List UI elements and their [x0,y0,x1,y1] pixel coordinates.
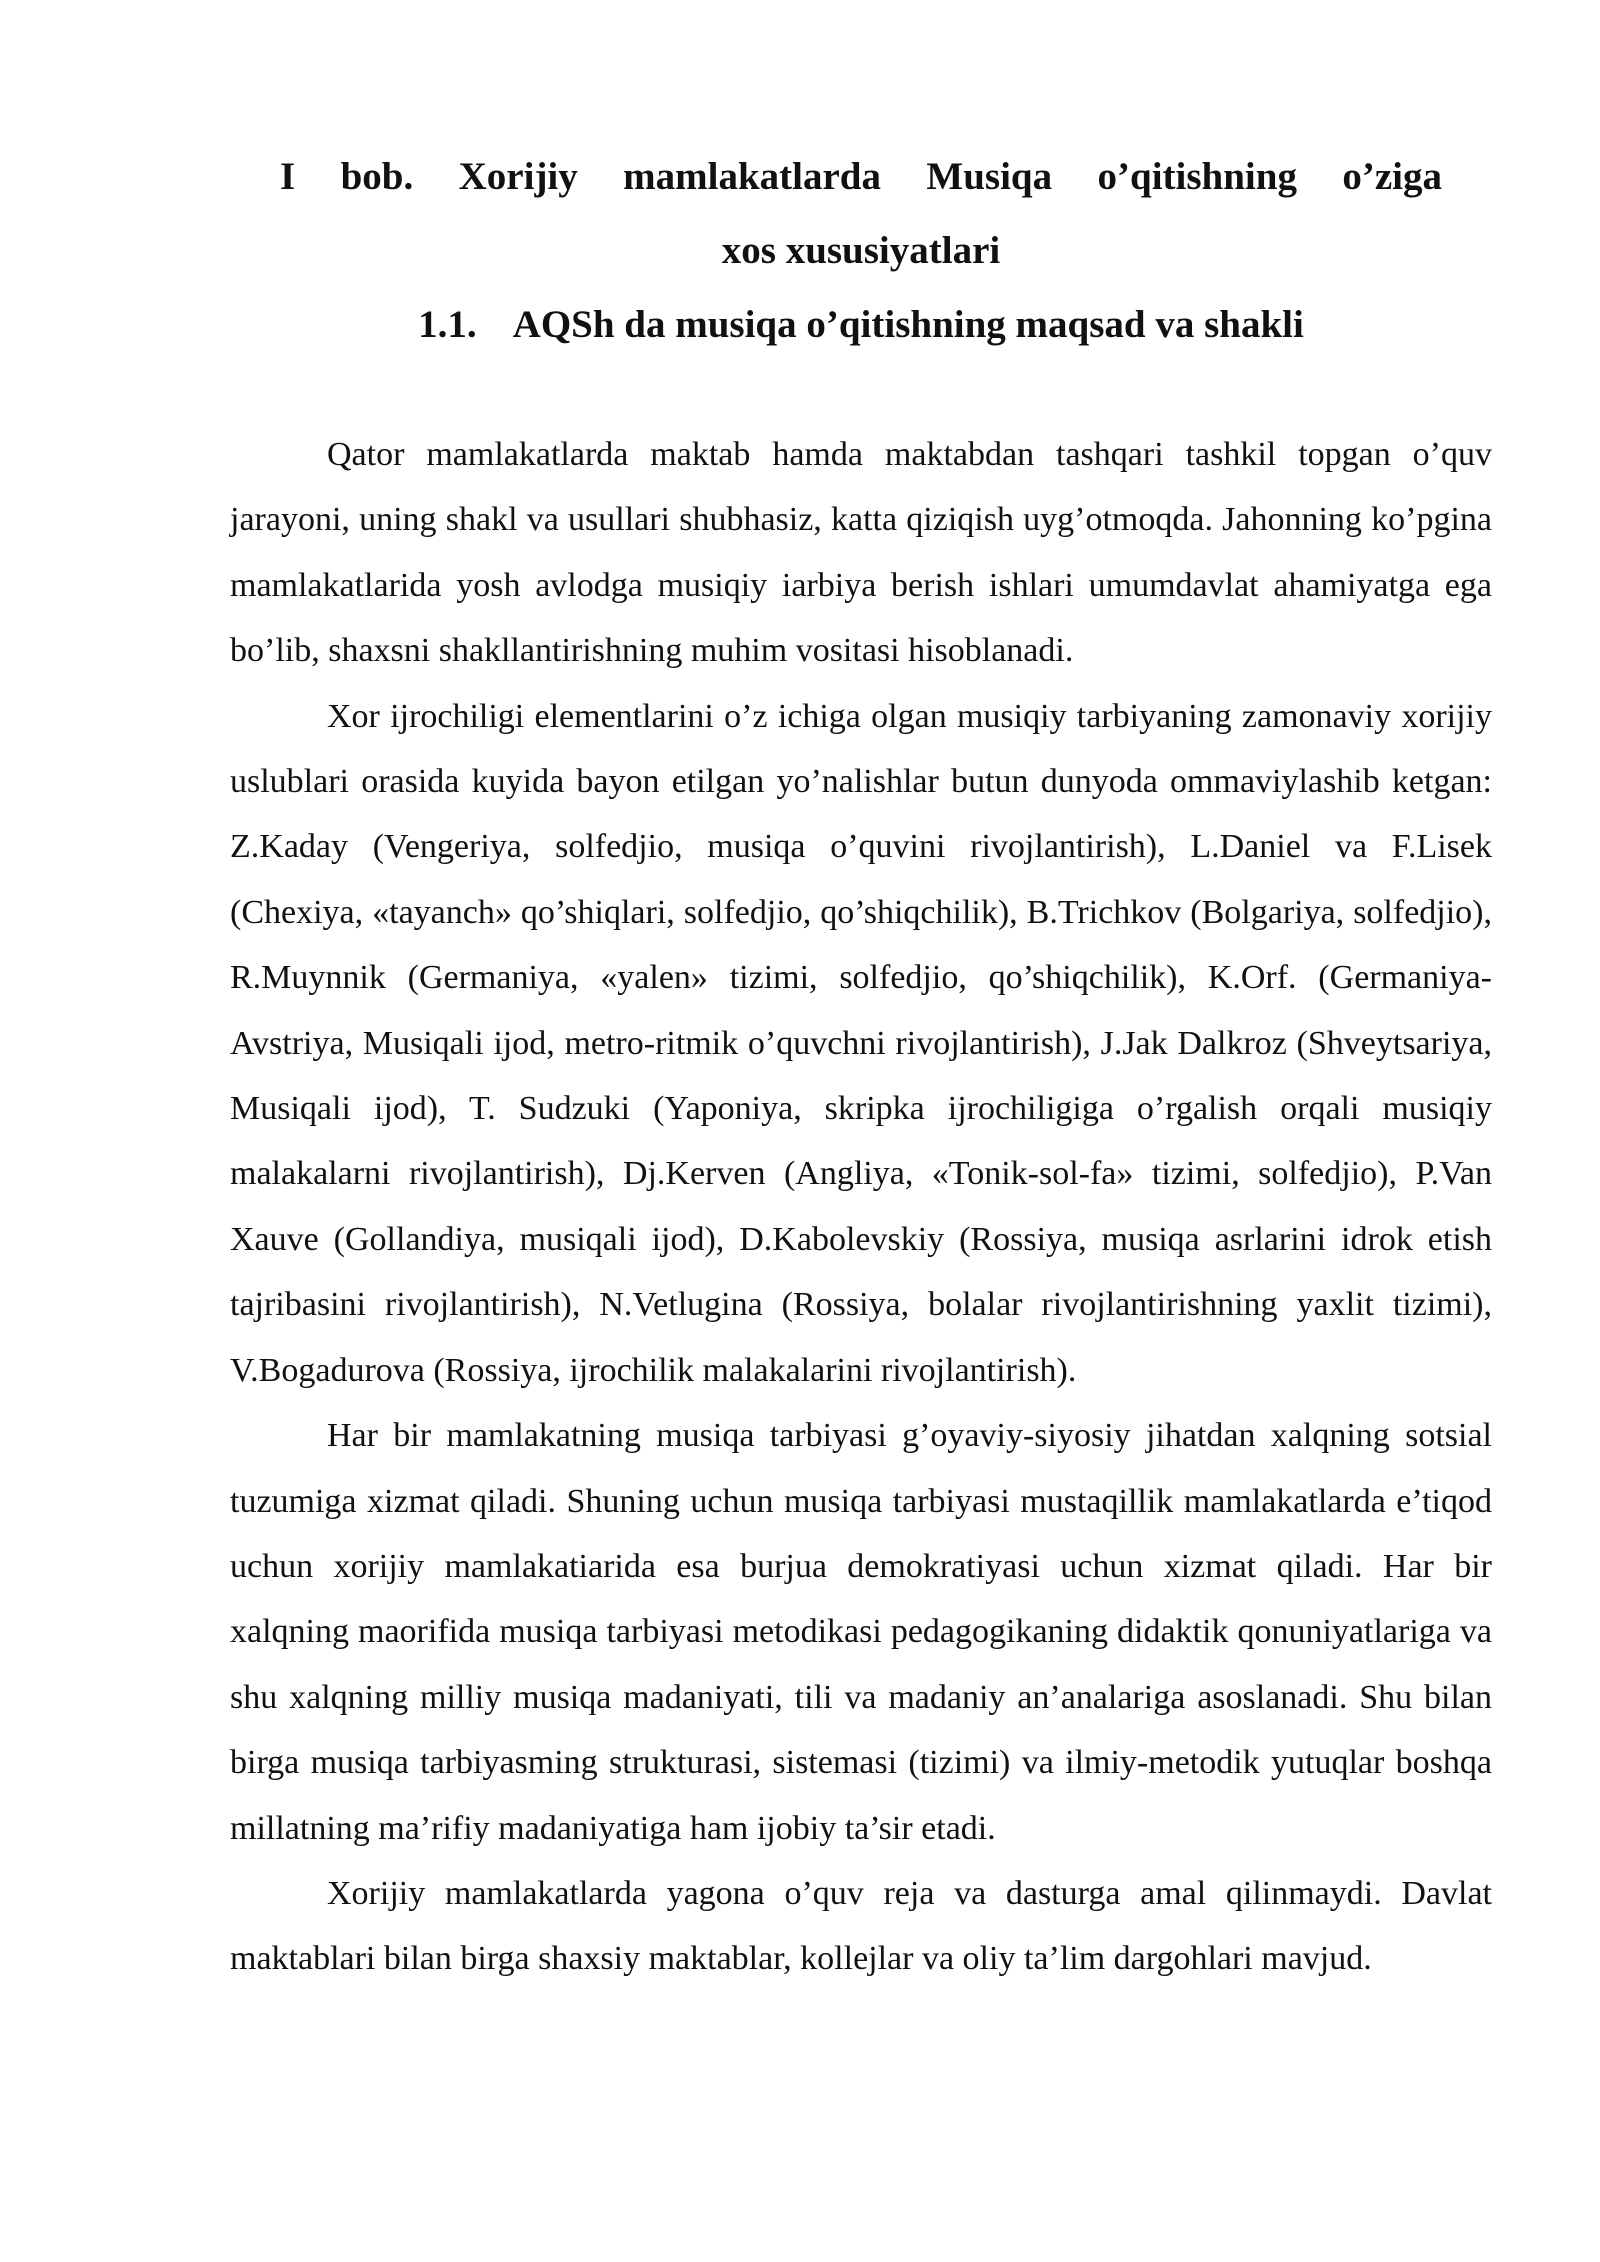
paragraph-3: Har bir mamlakatning musiqa tarbiyasi g’oyaviy-siyosiy jihatdan xalqning sotsial tuzumiga xizmat qiladi. Shuning uchun musiqa tarbiyasi mustaqillik mamlakatlarda e’tiqod uchun xorijiy mamlakatiarida esa burjua demokratiyasi uchun xizmat qiladi. Har bir xalqning maorifida musiqa tarbiyasi metodikasi pedagogikaning didaktik qonuniyatlariga va shu xalqning milliy musiqa madaniyati, tili va madaniy an’analariga asoslanadi. Shu bilan birga musiqa tarbiyasming strukturasi, sistemasi (tizimi) va ilmiy-metodik yutuqlar boshqa millatning ma’rifiy madaniyatiga ham ijobiy ta’sir etadi. [230,1417,1492,1847]
section-title: AQSh da musiqa o’qitishning maqsad va shakli [512,303,1304,346]
document-page [230,140,1492,1992]
document-body [230,422,1492,1992]
paragraph-2: Xor ijrochiligi elementlarini o’z ichiga olgan musiqiy tarbiyaning zamonaviy xorijiy uslublari orasida kuyida bayon etilgan yo’nalishlar butun dunyoda ommaviylashib ketgan: Z.Kaday (Vengeriya, solfedjio, musiqa o’quvini rivojlantirish), L.Daniel va F.Lisek (Chexiya, «tayanch» qo’shiqlari, solfedjio, qo’shiqchilik), B.Trichkov (Bolgariya, solfedjio), R.Muynnik (Germaniya, «yalen» tizimi, solfedjio, qo’shiqchilik), K.Orf. (Germaniya-Avstriya, Musiqali ijod, metro-ritmik o’quvchni rivojlantirish), J.Jak Dalkroz (Shveytsariya, Musiqali ijod), T. Sudzuki (Yaponiya, skripka ijrochiligiga o’rgalish orqali musiqiy malakalarni rivojlantirish), Dj.Kerven (Angliya, «Tonik-sol-fa» tizimi, solfedjio), P.Van Xauve (Gollandiya, musiqali ijod), D.Kabolevskiy (Rossiya, musiqa asrlarini idrok etish tajribasini rivojlantirish), N.Vetlugina (Rossiya, bolalar rivojlantirishning yaxlit tizimi), V.Bogadurova (Rossiya, ijrochilik malakalarini rivojlantirish). [230,697,1492,1389]
paragraph-4: Xorijiy mamlakatlarda yagona o’quv reja va dasturga amal qilinmaydi. Davlat maktablari bilan birga shaxsiy maktablar, kollejlar va oliy ta’lim dargohlari mavjud. [230,1874,1492,1978]
chapter-title: I bob. Xorijiy mamlakatlarda Musiqa o’qitishning o’ziga [280,155,1442,198]
section-heading [230,288,1492,362]
paragraph-1: Qator mamlakatlarda maktab hamda maktabdan tashqari tashkil topgan o’quv jarayoni, uning shakl va usullari shubhasiz, katta qiziqish uyg’otmoqda. Jahonning ko’pgina mamlakatlarida yosh avlodga musiqiy iarbiya berish ishlari umumdavlat ahamiyatga ega bo’lib, shaxsni shakllantirishning muhim vositasi hisoblanadi. [230,436,1492,670]
chapter-title-continuation: xos xususiyatlari [721,229,1001,272]
section-number: 1.1. [418,303,477,346]
